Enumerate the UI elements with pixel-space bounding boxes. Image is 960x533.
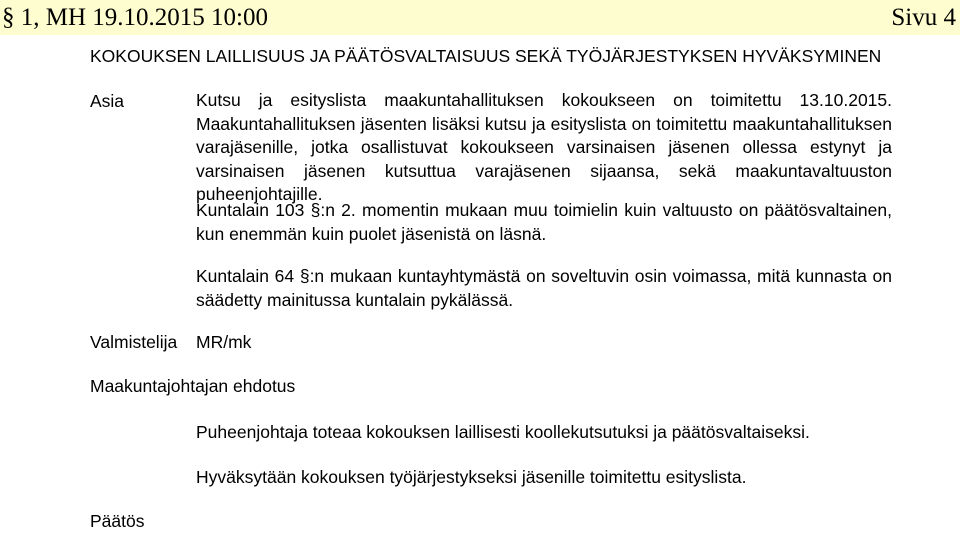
ehdotus-text-1: Puheenjohtaja toteaa kokouksen laillisesti koollekutsutuksi ja päätösvaltaiseksi. bbox=[196, 422, 810, 442]
ehdotus-text-2: Hyväksytään kokouksen työjärjestykseksi jäsenille toimitettu esityslista. bbox=[196, 467, 747, 487]
asia-paragraph-1 bbox=[196, 89, 892, 207]
asia-text-2: Kuntalain 103 §:n 2. momentin mukaan muu toimielin kuin valtuusto on päätösvaltainen, kun enemmän kuin puolet jäsenistä on läsnä. bbox=[196, 200, 892, 244]
label-asia: Asia bbox=[90, 91, 125, 111]
label-valmistelija: Valmistelija bbox=[90, 332, 178, 352]
label-paatos: Päätös bbox=[90, 511, 145, 531]
section-heading: § 1, MH 19.10.2015 10:00 bbox=[2, 4, 268, 31]
asia-text-3: Kuntalain 64 §:n mukaan kuntayhtymästä on soveltuvin osin voimassa, mitä kunnasta on säädetty mainitussa kuntalain pykälässä. bbox=[196, 266, 892, 310]
asia-paragraph-2 bbox=[196, 199, 892, 246]
asia-paragraph-3 bbox=[196, 265, 892, 312]
asia-text-1: Kutsu ja esityslista maakuntahallituksen kokoukseen on toimitettu 13.10.2015. Maakuntahallituksen jäsenten lisäksi kutsu ja esityslista on toimitettu maakuntahallituksen varajäsenille, jotka osallistuvat kokoukseen varsinaisen jäsenen ollessa estynyt ja varsinaisen jäsenen kutsuttua varajäsenen sijaansa, sekä maakuntavaltuuston puheenjohtajille. bbox=[196, 90, 892, 204]
document-title: KOKOUKSEN LAILLISUUS JA PÄÄTÖSVALTAISUUS SEKÄ TYÖJÄRJESTYKSEN HYVÄKSYMINEN bbox=[90, 46, 882, 66]
header-bar bbox=[0, 0, 960, 35]
label-ehdotus: Maakuntajohtajan ehdotus bbox=[90, 376, 296, 396]
page-number: Sivu 4 bbox=[891, 4, 956, 31]
valmistelija-value: MR/mk bbox=[196, 332, 252, 352]
